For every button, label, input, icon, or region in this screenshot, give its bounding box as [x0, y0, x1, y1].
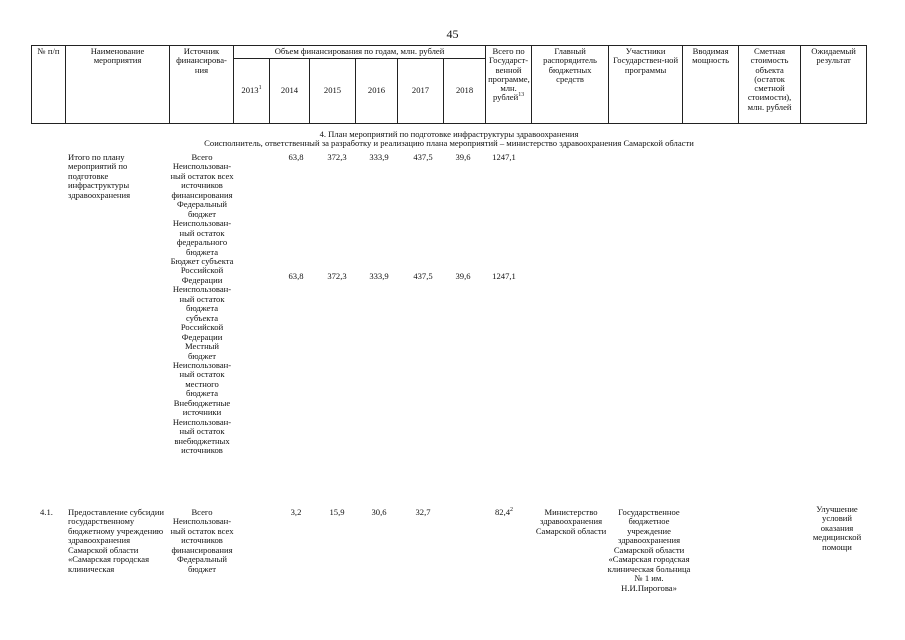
section-title: 4. План мероприятий по подготовке инфраструктуры здравоохранения [319, 129, 579, 139]
total-row-name: Итого по плану мероприятий по подготовке инфраструктуры здравоохранения [68, 152, 131, 200]
header-year-2017: 2017 [398, 59, 444, 124]
total-all-2014: 372,3 [327, 152, 347, 162]
header-year-2016: 2016 [356, 59, 398, 124]
total-regional-2014: 372,3 [327, 271, 347, 281]
header-name: Наименование мероприятия [66, 46, 170, 124]
row-sources [170, 508, 234, 574]
row-participants: Государственное бюджетное учреждение здравоохранения Самарской области «Самарская городская клиническая больница № 1 им. Н.И.Пирогова» [607, 507, 691, 593]
header-participants: Участники Государствен-ной программы [609, 46, 683, 124]
row-manager: Министерство здравоохранения Самарской области [535, 507, 607, 536]
header-funding: Объем финансирования по годам, млн. рублей [234, 46, 486, 59]
section-executor: Соисполнитель, ответственный за разработку и реализацию плана мероприятий – министерство здравоохранения Самарской области [204, 138, 694, 148]
header-source: Источник финансирова-ния [170, 46, 234, 124]
header-year-2015: 2015 [310, 59, 356, 124]
header-year-2014: 2014 [270, 59, 310, 124]
source-item: Всего [191, 507, 213, 517]
source-item: Неиспользован-ный остаток всех источников финансирования [170, 161, 234, 200]
total-regional-sum: 1247,1 [492, 271, 516, 281]
total-all-2015: 333,9 [369, 152, 389, 162]
total-regional-2016: 437,5 [413, 271, 433, 281]
row-2015: 30,6 [371, 507, 387, 517]
header-year-2013: 2013$^1$ [234, 59, 270, 124]
source-item: Бюджет субъекта Российской Федерации [170, 255, 234, 285]
total-regional-2017: 39,6 [455, 271, 471, 281]
page-number: 45 [446, 27, 459, 41]
source-item: Неиспользован-ный остаток местного бюджета [172, 359, 232, 399]
source-item: Местный бюджет [184, 341, 220, 361]
source-item: Федеральный бюджет [176, 199, 228, 219]
total-all-2017: 39,6 [455, 152, 471, 162]
total-regional-2015: 333,9 [369, 271, 389, 281]
header-capacity: Вводимая мощность [683, 46, 739, 124]
source-item: Неиспользован-ный остаток всех источников финансирования [170, 516, 234, 555]
row-number: 4.1. [40, 507, 53, 517]
header-estimate: Сметная стоимость объекта (остаток сметной стоимости), млн. рублей [739, 46, 801, 124]
row-2014: 15,9 [329, 507, 345, 517]
source-item: Неиспользован-ный остаток федерального бюджета [172, 218, 232, 257]
total-row-sources [170, 153, 234, 456]
source-item: Всего [191, 152, 213, 162]
header-manager: Главный распорядитель бюджетных средств [532, 46, 609, 124]
row-2013: 3,2 [290, 507, 302, 517]
header-table [31, 45, 867, 124]
header-year-2018: 2018 [444, 59, 486, 124]
header-total: Всего по Государст-венной программе, млн. рублей$^{13}$ [486, 46, 532, 124]
row-total: 82,4$^2$ [494, 507, 514, 517]
header-result: Ожидаемый результат [801, 46, 867, 124]
row-2016: 32,7 [415, 507, 431, 517]
source-item: Федеральный бюджет [176, 554, 228, 574]
source-item: Неиспользован-ный остаток бюджета субъекта Российской Федерации [172, 284, 232, 342]
row-name: Предоставление субсидии государственному бюджетному учреждению здравоохранения Самарской области «Самарская городская клиническая [68, 507, 165, 574]
total-regional-2013: 63,8 [288, 271, 304, 281]
total-all-2016: 437,5 [413, 152, 433, 162]
row-result: Улучшение условий оказания медицинской помощи [812, 504, 862, 552]
source-item: Неиспользован-ный остаток внебюджетных источников [172, 416, 232, 456]
total-all-sum: 1247,1 [492, 152, 516, 162]
source-item: Внебюджетные источники [173, 397, 231, 418]
header-number: № п/п [32, 46, 66, 124]
total-all-2013: 63,8 [288, 152, 304, 162]
